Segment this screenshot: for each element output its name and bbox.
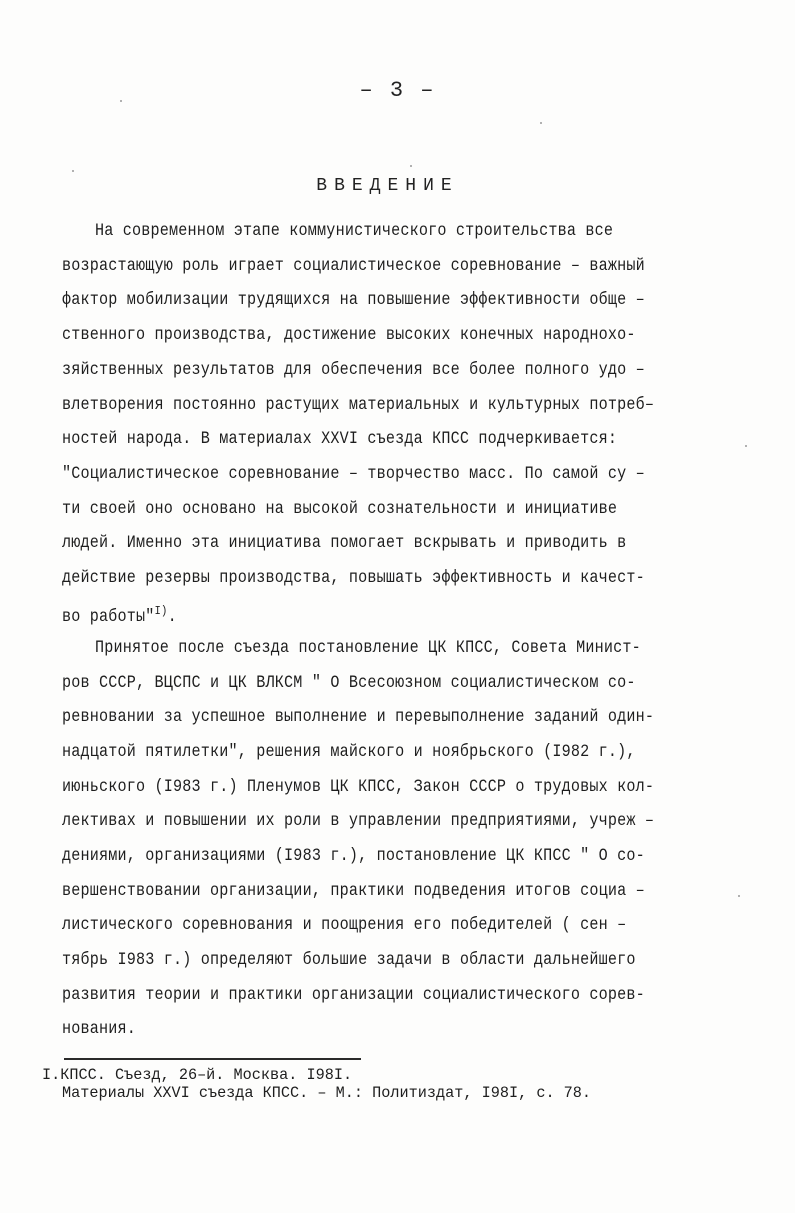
paragraph-1-line-1: На современном этапе коммунистического строительства все (95, 222, 614, 241)
paragraph-1-line-5: зяйственных результатов для обеспечения все более полного удо – (62, 361, 645, 380)
paragraph-1-line-6: влетворения постоянно растущих материальных и культурных потреб– (62, 396, 655, 415)
section-title: ВВЕДЕНИЕ (316, 176, 459, 196)
scan-speck (540, 122, 542, 124)
paragraph-1-line-12 (62, 604, 177, 627)
footnote-separator (64, 1058, 361, 1060)
paragraph-2-line-1: Принятое после съезда постановление ЦК КПСС, Совета Минист- (95, 639, 641, 658)
paragraph-2-line-4: надцатой пятилетки", решения майского и ноябрьского (I982 г.), (62, 743, 636, 762)
paragraph-2-line-5: июньского (I983 г.) Пленумов ЦК КПСС, Закон СССР о трудовых кол- (62, 778, 655, 797)
footnote-1-line-2: Материалы XXVI съезда КПСС. – М.: Политиздат, I98I, с. 78. (62, 1084, 592, 1102)
paragraph-2-line-8: вершенствовании организации, практики подведения итогов социа – (62, 882, 645, 901)
paragraph-1-line-8: "Социалистическое соревнование – творчество масс. По самой су – (62, 465, 645, 484)
footnote-reference[interactable]: I) (154, 604, 168, 618)
footnote-1-line-1: I.КПСС. Съезд, 26–й. Москва. I98I. (42, 1066, 353, 1084)
paragraph-1-line-10: людей. Именно эта инициатива помогает вскрывать и приводить в (62, 534, 627, 553)
paragraph-1-line-11: действие резервы производства, повышать эффективность и качест- (62, 569, 645, 588)
scan-speck (410, 165, 412, 167)
scan-speck (738, 895, 740, 897)
paragraph-1-line-2: возрастающую роль играет социалистическое соревнование – важный (62, 257, 645, 276)
scan-speck (745, 445, 747, 447)
paragraph-1-last-text: во работы" (62, 608, 155, 627)
paragraph-2-line-3: ревновании за успешное выполнение и перевыполнение заданий один- (62, 708, 655, 727)
paragraph-2-line-11: развития теории и практики организации социалистического сорев- (62, 986, 645, 1005)
paragraph-2-line-12: нования. (62, 1020, 137, 1039)
paragraph-2-line-6: лективах и повышении их роли в управлении предприятиями, учреж – (62, 812, 655, 831)
paragraph-1-period: . (167, 608, 177, 627)
scan-speck (120, 100, 122, 102)
paragraph-2-line-9: листического соревнования и поощрения его победителей ( сен – (62, 916, 627, 935)
paragraph-1-line-9: ти своей оно основано на высокой сознательности и инициативе (62, 500, 618, 519)
scan-speck (72, 170, 74, 172)
paragraph-2-line-2: ров СССР, ВЦСПС и ЦК ВЛКСМ " О Всесоюзном социалистическом со- (62, 674, 636, 693)
paragraph-1-line-3: фактор мобилизации трудящихся на повышение эффективности обще – (62, 291, 645, 310)
paragraph-2-line-7: дениями, организациями (I983 г.), постановление ЦК КПСС " О со- (62, 847, 645, 866)
paragraph-2-line-10: тябрь I983 г.) определяют большие задачи в области дальнейшего (62, 951, 636, 970)
page-number: – 3 – (359, 78, 436, 103)
paragraph-1-line-4: ственного производства, достижение высоких конечных народнохо- (62, 326, 636, 345)
paragraph-1-line-7: ностей народа. В материалах XXVI съезда КПСС подчеркивается: (62, 430, 618, 449)
